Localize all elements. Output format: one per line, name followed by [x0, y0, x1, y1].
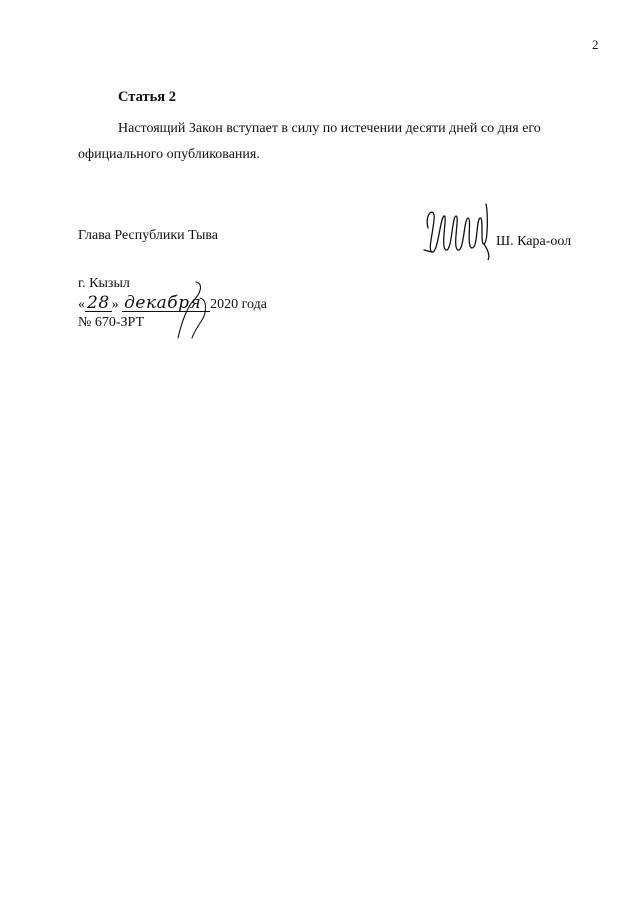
signatory-title: Глава Республики Тыва — [78, 228, 219, 243]
signatory-name: Ш. Кара-оол — [496, 234, 572, 249]
article-text-line-2: официального опубликования. — [78, 147, 260, 162]
article-heading: Статья 2 — [118, 89, 176, 105]
date-year: 2020 года — [210, 297, 267, 312]
date-close-quote: » — [111, 297, 119, 312]
law-number: № 670-ЗРТ — [78, 315, 145, 330]
handwritten-signature — [418, 198, 494, 260]
date-open-quote: « — [78, 297, 85, 312]
date-month: декабря — [122, 295, 210, 312]
city: г. Кызыл — [78, 276, 130, 291]
handwritten-flourish — [160, 280, 230, 340]
date-day: 28 — [87, 293, 110, 313]
page-number: 2 — [592, 37, 599, 52]
article-text-line-1: Настоящий Закон вступает в силу по истечении десяти дней со дня его — [118, 121, 541, 136]
